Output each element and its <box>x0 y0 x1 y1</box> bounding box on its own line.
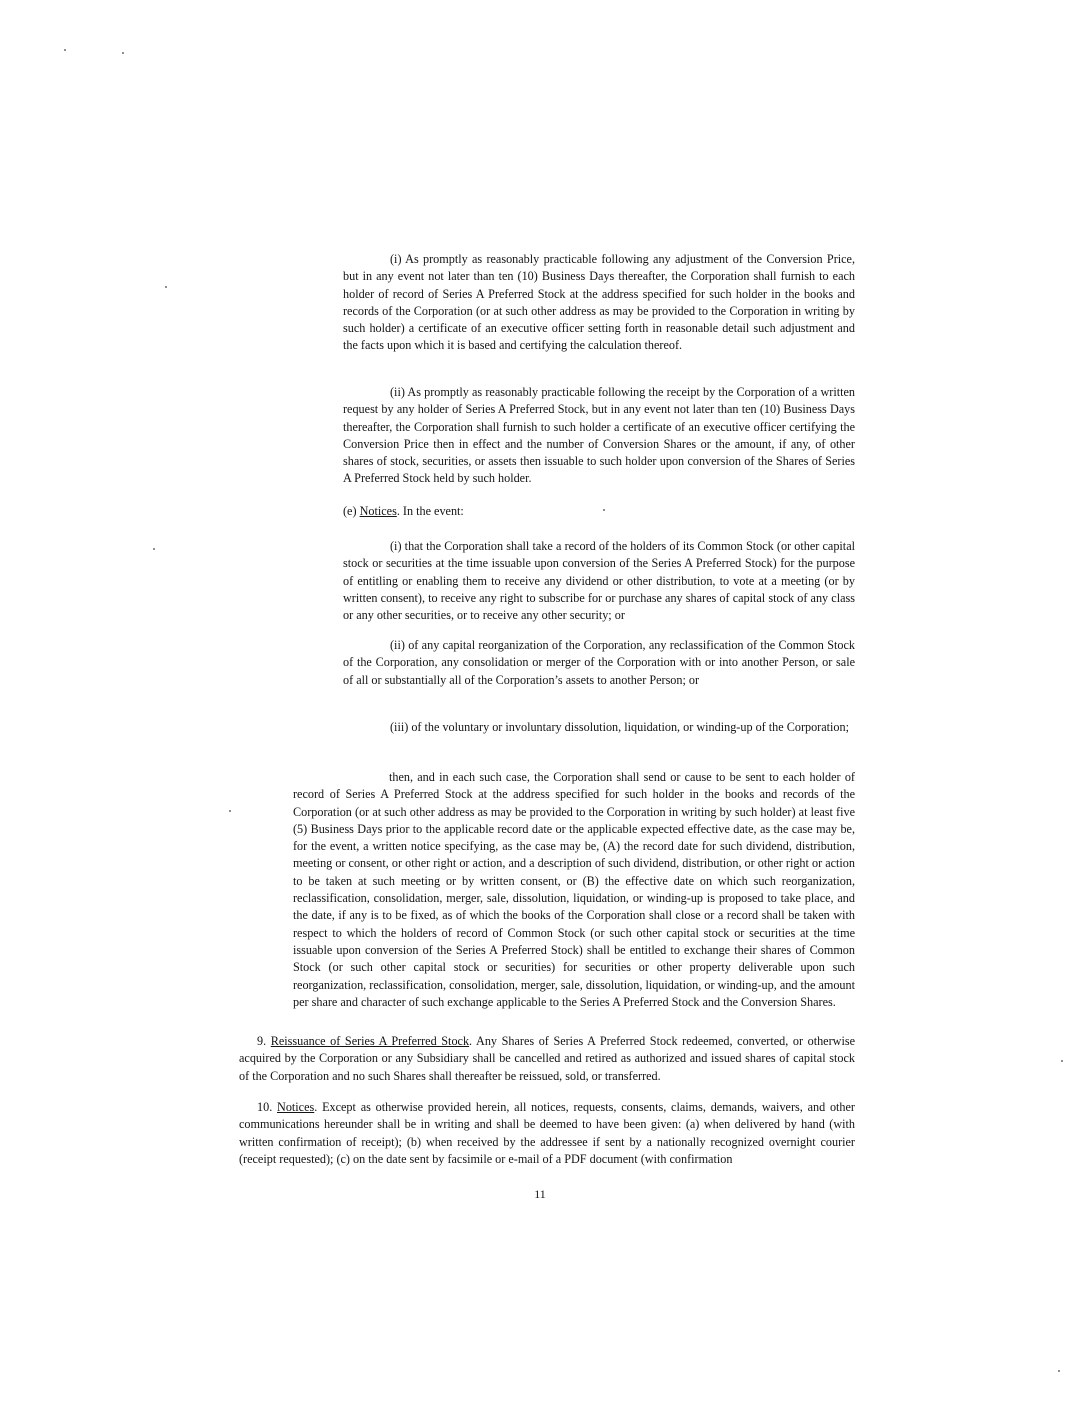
paragraph-section-notices <box>239 1099 855 1168</box>
paragraph-notice-requirements: then, and in each such case, the Corporation shall send or cause to be sent to each holder of record of Series A Preferred Stock at the address specified for such holder in the books and records of the Corporation (or at such other address as may be provided to the Corporation in writing by such holder) at least five (5) Business Days prior to the applicable record date or the applicable expected effective date, as the case may be, for the event, a written notice specifying, as the case may be, (A) the record date for such dividend, distribution, meeting or consent, or other right or action, and a description of such dividend, distribution, or other right or action to be taken at such meeting or by written consent, or (B) the effective date on which such reorganization, reclassification, consolidation, merger, sale, dissolution, liquidation, or winding-up is proposed to take place, and the date, if any is to be fixed, as of which the books of the Corporation shall close or a record shall be taken with respect to which the holders of record of Common Stock (or such other capital stock or securities at the time issuable upon conversion of the Series A Preferred Stock) shall be entitled to exchange their shares of Common Stock (or such other capital stock or securities) for securities or other property deliverable upon such reorganization, reclassification, consolidation, merger, sale, dissolution, liquidation, or winding-up, and the amount per share and character of such exchange applicable to the Series A Preferred Stock and the Conversion Shares. <box>293 770 855 1009</box>
section-notices-text: . Except as otherwise provided herein, all notices, requests, consents, claims, demands, waivers, and other communications hereunder shall be in writing and shall be deemed to have been given: (a) when delivered by hand (with written confirmation of receipt); (b) when received by the addressee if sent by a nationally recognized overnight courier (receipt requested); (c) on the date sent by facsimile or e-mail of a PDF document (with confirmation <box>239 1100 855 1166</box>
reissuance-heading: Reissuance of Series A Preferred Stock <box>270 1034 470 1048</box>
paragraph-reissuance <box>239 1033 855 1085</box>
paragraph-certificate-request: (ii) As promptly as reasonably practicable following the receipt by the Corporation of a written request by any holder of Series A Preferred Stock, but in any event not later than ten (10) Business Days thereafter, the Corporation shall furnish to such holder a certificate of an executive officer certifying the Conversion Price then in effect and the number of Conversion Shares or the amount, if any, of other shares of stock, securities, or assets then issuable to such holder upon conversion of the Shares of Series A Preferred Stock held by such holder. <box>343 385 855 486</box>
notices-heading: Notices <box>359 504 397 518</box>
scan-speck <box>122 52 124 54</box>
page-number: 11 <box>534 1187 546 1201</box>
paragraph-notices-heading <box>343 503 855 520</box>
paragraph-certificate-adjustment: (i) As promptly as reasonably practicable following any adjustment of the Conversion Price, but in any event not later than ten (10) Business Days thereafter, the Corporation shall furnish to each holder of record of Series A Preferred Stock at the address specified for such holder in the books and records of the Corporation (or at such other address as may be provided to the Corporation in writing by such holder) a certificate of an executive officer setting forth in reasonable detail such adjustment and the facts upon which it is based and certifying the calculation thereof. <box>343 252 855 353</box>
reissuance-text: . Any Shares of Series A Preferred Stock redeemed, converted, or otherwise acquired by the Corporation or any Subsidiary shall be cancelled and retired as authorized and issued shares of capital stock of the Corporation and no such Shares shall thereafter be reissued, sold, or transferred. <box>239 1034 855 1083</box>
reissuance-prefix: 9. <box>257 1034 271 1048</box>
section-notices-prefix: 10. <box>257 1100 278 1114</box>
paragraph-event-record: (i) that the Corporation shall take a record of the holders of its Common Stock (or other capital stock or securities at the time issuable upon conversion of the Series A Preferred Stock) for the purpose of entitling or enabling them to receive any dividend or other distribution, to vote at a meeting (or by written consent), to receive any right to subscribe for or purchase any shares of capital stock of any class or any other securities, or to receive any other security; or <box>343 539 855 623</box>
notices-text: . In the event: <box>396 504 464 518</box>
scan-speck <box>1058 1370 1060 1372</box>
scan-speck <box>165 286 167 288</box>
paragraph-event-reorganization: (ii) of any capital reorganization of the Corporation, any reclassification of the Common Stock of the Corporation, any consolidation or merger of the Corporation with or into another Person, or sale of all or substantially all of the Corporation’s assets to another Person; or <box>343 638 855 687</box>
scan-speck <box>1061 1060 1063 1062</box>
scan-speck <box>64 49 66 51</box>
paragraph-event-dissolution: (iii) of the voluntary or involuntary dissolution, liquidation, or winding-up of the Corporation; <box>390 720 850 734</box>
notices-prefix: (e) <box>343 504 360 518</box>
scan-speck <box>153 548 155 550</box>
section-notices-heading: Notices <box>277 1100 315 1114</box>
scan-speck <box>229 810 231 812</box>
